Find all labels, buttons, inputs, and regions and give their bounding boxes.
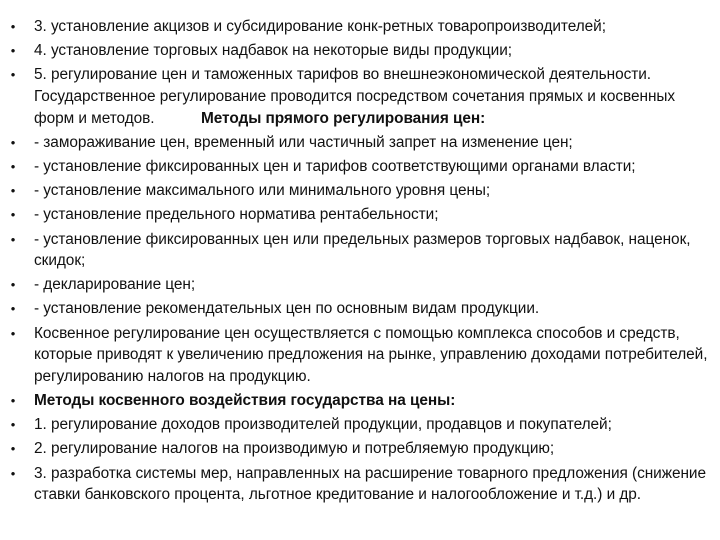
item-text: - установление максимального или минимального уровня цены;	[34, 182, 491, 200]
list-item	[6, 16, 710, 38]
list-item	[6, 229, 710, 272]
list-item	[6, 390, 710, 412]
item-text: - установление предельного норматива рентабельности;	[34, 206, 439, 224]
list-item	[6, 180, 710, 202]
list-item	[6, 414, 710, 436]
bullet-icon: •	[10, 465, 16, 481]
list-item	[6, 132, 710, 154]
bullet-icon: •	[10, 325, 16, 341]
bullet-icon: •	[10, 277, 16, 293]
item-text: Косвенное регулирование цен осуществляется с помощью комплекса способов и средств, которые приводят к увеличению предложения на рынке, управлению доходами потребителей, регулированию налогов на продукцию.	[34, 324, 708, 385]
bullet-icon: •	[10, 207, 16, 223]
bullet-icon: •	[10, 19, 16, 34]
bullet-icon: •	[10, 393, 16, 409]
section-heading-direct: Методы прямого регулирования цен:	[200, 109, 486, 127]
section-heading-indirect: Методы косвенного воздействия государства на цены:	[34, 392, 456, 410]
bullet-list	[6, 16, 710, 508]
list-item	[6, 40, 710, 62]
bullet-icon: •	[10, 67, 16, 83]
bullet-icon: •	[10, 183, 16, 199]
item-text: - замораживание цен, временный или частичный запрет на изменение цен;	[34, 133, 573, 151]
list-item	[6, 438, 710, 460]
list-item	[6, 298, 710, 320]
bullet-icon: •	[10, 301, 16, 317]
list-item	[6, 323, 710, 388]
item-text: 1. регулирование доходов производителей продукции, продавцов и покупателей;	[34, 416, 612, 434]
bullet-icon: •	[10, 43, 16, 59]
bullet-icon: •	[10, 158, 16, 174]
item-text: - декларирование цен;	[34, 276, 196, 294]
item-text: 4. установление торговых надбавок на некоторые виды продукции;	[34, 42, 513, 60]
list-item	[6, 156, 710, 178]
item-text: 3. разработка системы мер, направленных на расширение товарного предложения (снижение ставки банковского процента, льготное кредитование и налогообложение и т.д.) и др.	[34, 464, 706, 504]
list-item	[6, 463, 710, 506]
item-text: - установление фиксированных цен и тарифов соответствующими органами власти;	[34, 157, 636, 175]
bullet-icon: •	[10, 134, 16, 150]
bullet-icon: •	[10, 231, 16, 247]
bullet-icon: •	[10, 417, 16, 433]
item-text: 3. установление акцизов и субсидирование конк-ретных товаропроизводителей;	[34, 18, 606, 35]
list-item	[6, 204, 710, 226]
item-text: 2. регулирование налогов на производимую и потребляемую продукцию;	[34, 440, 555, 458]
item-text: - установление рекомендательных цен по основным видам продукции.	[34, 300, 540, 318]
bullet-icon: •	[10, 441, 16, 457]
list-item	[6, 64, 710, 129]
list-item	[6, 274, 710, 296]
item-text: 5. регулирование цен и таможенных тарифов во внешнеэкономической деятельности. Государственное регулирование проводится посредством сочетания прямых и косвенных форм и методов.	[34, 66, 676, 127]
item-text: - установление фиксированных цен или предельных размеров торговых надбавок, наценок, скидок;	[34, 230, 691, 270]
